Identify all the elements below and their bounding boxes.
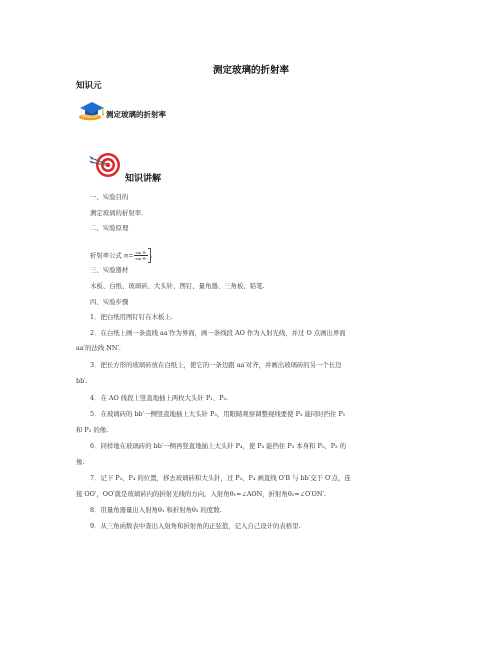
section-heading: 知识元 <box>76 81 102 91</box>
step-4: 4．在 AO 线段上竖直地插上两枚大头针 P₁、P₂. <box>90 394 229 402</box>
graduation-cap-icon <box>76 96 106 122</box>
step-6-line-1: 6．同样地在玻璃砖的 bb′一侧再竖直地插上大头针 P₄，使 P₄ 能挡住 P₃ 本身和 P₁、P₂ 的 <box>90 442 346 450</box>
step-2-line-1: 2．在白纸上画一条直线 aa′作为界面，画一条线段 AO 作为入射光线，并过 O 点画出界面 <box>90 329 346 337</box>
step-8: 8．用量角器量出入射角θ₁ 和折射角θ₂ 的度数. <box>90 506 222 514</box>
knowledge-point-label: 测定玻璃的折射率 <box>106 110 166 119</box>
sec1-body: 测定玻璃的折射率. <box>90 209 144 217</box>
refraction-formula <box>90 248 153 263</box>
knowledge-point-row <box>76 96 276 122</box>
step-9: 9．从三角函数表中查出入射角和折射角的正弦值，记入自己设计的表格里. <box>90 522 301 530</box>
step-5-line-2: 和 P₂ 的像. <box>76 426 109 434</box>
dart-target-icon <box>88 148 122 180</box>
step-2-line-2: aa′的法线 NN′. <box>76 344 121 352</box>
explanation-heading: 知识讲解 <box>125 174 162 184</box>
sec3-body: 木板、白纸、玻璃砖、大头针、图钉、量角器、三角板、铅笔. <box>90 282 265 290</box>
formula-end: . <box>150 251 153 260</box>
formula-denominator: sin θ₂ <box>135 256 147 261</box>
step-3-line-1: 3．把长方形的玻璃砖放在白纸上，使它的一条边跟 aa′对齐，并画出玻璃砖的另一个长边 <box>90 361 342 369</box>
sec3-heading: 三、实验器材 <box>90 266 129 274</box>
formula-prefix: 折射率公式 <box>90 251 124 260</box>
step-6-line-2: 像. <box>76 458 85 466</box>
formula-numerator: sin θ₁ <box>135 250 147 255</box>
sec2-heading: 二、实验原理 <box>90 224 129 232</box>
step-3-line-2: bb′. <box>76 377 88 385</box>
sec4-heading: 四、实验步骤 <box>90 298 129 306</box>
sec1-heading: 一、实验目的 <box>90 193 129 201</box>
step-1: 1．把白纸用图钉钉在木板上. <box>90 313 173 321</box>
formula-eq: = <box>128 251 134 260</box>
document-title: 测定玻璃的折射率 <box>212 65 289 76</box>
step-5-line-1: 5．在玻璃砖的 bb′一侧竖直地插上大头针 P₃，用眼睛观察调整视线要使 P₃ 能同时挡住 P₁ <box>90 410 346 418</box>
step-7-line-1: 7．记下 P₃、P₄ 的位置，移去玻璃砖和大头针，过 P₃、P₄ 画直线 O′B 与 bb′交于 O′点，连 <box>90 474 351 482</box>
step-7-line-2: 接 OO′，OO′就是玻璃砖内的折射光线的方向，入射角θ₁=∠AON，折射角θ₂=∠O′ON′. <box>76 490 326 498</box>
formula-n: n <box>123 251 129 260</box>
formula-fraction <box>134 250 147 261</box>
